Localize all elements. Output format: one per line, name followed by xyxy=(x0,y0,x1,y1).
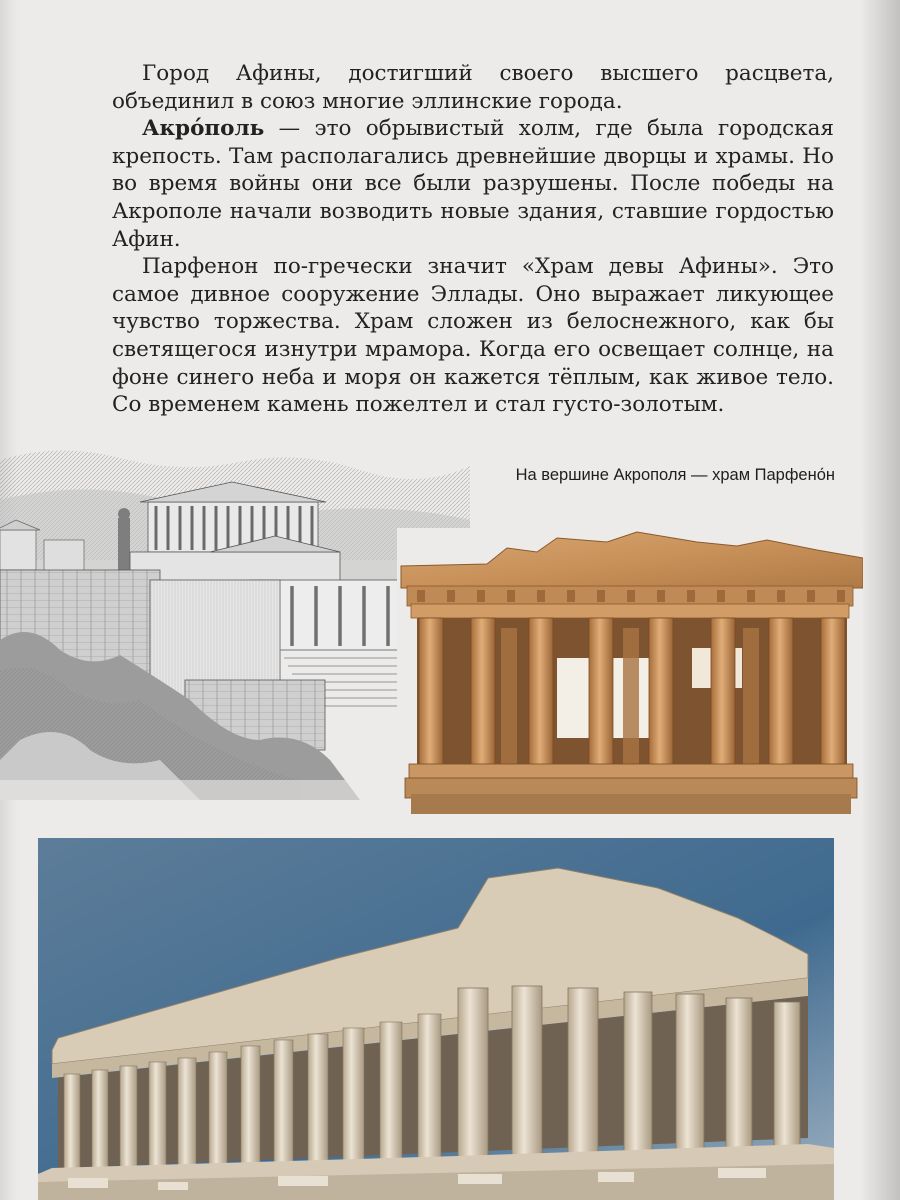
article-text xyxy=(112,60,834,419)
paragraph-parthenon: Парфенон по-гречески значит «Храм девы Афины». Это самое дивное сооружение Эллады. Оно выражает ликующее чувство торжества. Храм сложен из белоснежного, как бы светящегося изнутри мрамора. Когда его освещает солнце, на фоне синего неба и моря он кажется тёплым, как живое тело. Со временем камень пожелтел и стал густо-золотым. xyxy=(112,254,834,418)
parthenon-sky-photo xyxy=(38,838,834,1200)
parthenon-golden-photo xyxy=(397,528,863,814)
paragraph-athens: Город Афины, достигший своего высшего расцвета, объединил в союз многие эллинские города. xyxy=(112,61,834,114)
paragraph-acropolis xyxy=(112,115,834,253)
term-acropolis: Акро́поль xyxy=(142,116,265,142)
page-gutter-shadow-right xyxy=(860,0,900,1200)
paragraph-acropolis-text: — это обрывистый холм, где была городская крепость. Там располагались древнейшие дворцы и храмы. Но во время войны они все были разрушены. После победы на Акрополе начали возводить новые здания, ставшие гордостью Афин. xyxy=(112,116,834,252)
figure-caption: На вершине Акрополя — храм Парфено́н xyxy=(515,466,835,484)
